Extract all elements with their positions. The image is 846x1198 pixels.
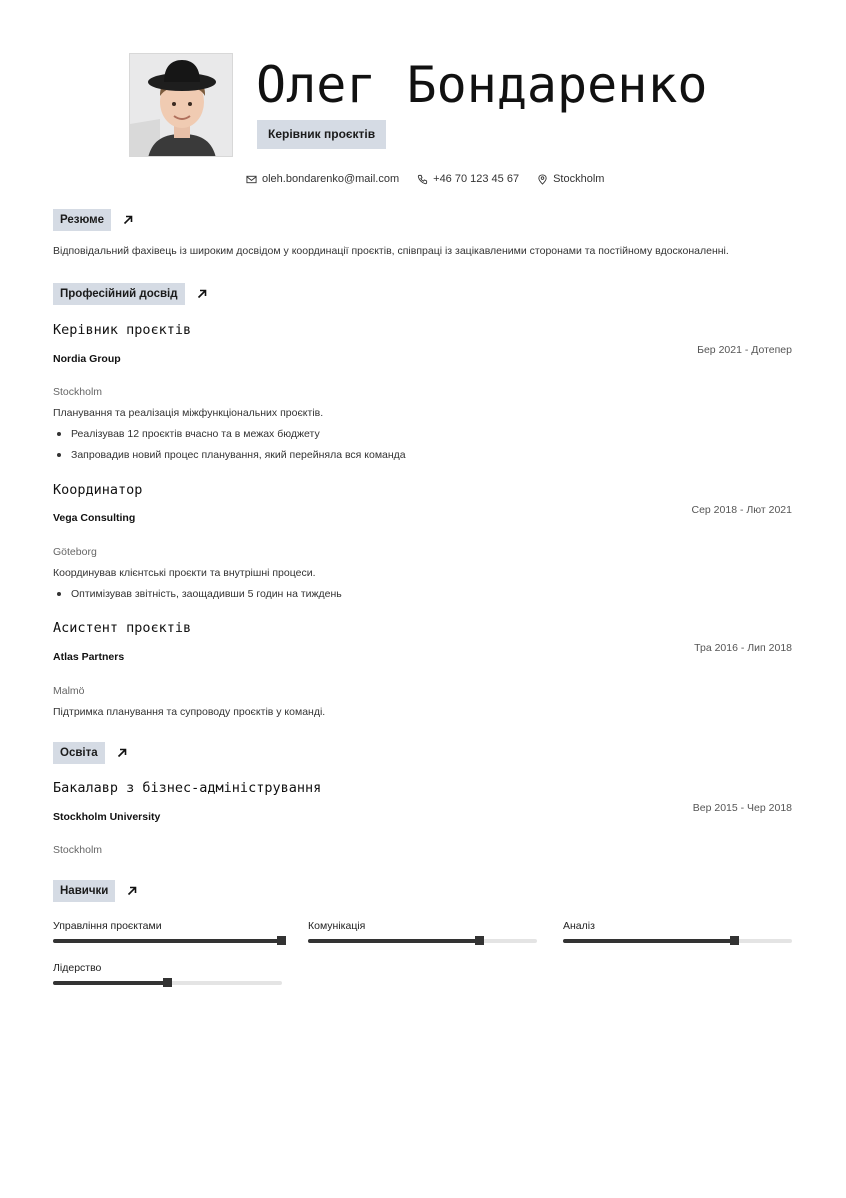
education-location: Stockholm bbox=[53, 844, 103, 856]
skill-level-bar bbox=[563, 939, 792, 943]
section-title: Освіта bbox=[53, 742, 105, 764]
arrow-up-right-icon[interactable] bbox=[126, 885, 138, 897]
job-bullet bbox=[53, 428, 320, 440]
job-dates: Бер 2021 - Дотепер bbox=[697, 344, 792, 356]
job-description: Планування та реалізація міжфункціональних проєктів. bbox=[53, 407, 324, 419]
job-dates: Сер 2018 - Лют 2021 bbox=[691, 504, 792, 516]
degree-title: Бакалавр з бізнес-адміністрування bbox=[53, 780, 322, 796]
bullet-dot bbox=[57, 432, 61, 436]
section-title: Резюме bbox=[53, 209, 111, 231]
phone-icon bbox=[417, 174, 428, 185]
skill-name: Управління проєктами bbox=[53, 920, 162, 932]
arrow-up-right-icon[interactable] bbox=[116, 747, 128, 759]
section-title: Професійний досвід bbox=[53, 283, 185, 305]
skill-level-fill bbox=[53, 981, 168, 985]
skill-name: Комунікація bbox=[308, 920, 366, 932]
contact-location bbox=[537, 173, 604, 185]
bullet-text: Запровадив новий процес планування, який перейняла вся команда bbox=[71, 449, 406, 461]
skill-level-fill bbox=[563, 939, 735, 943]
skill-item bbox=[53, 920, 282, 943]
map-pin-icon bbox=[537, 174, 548, 185]
summary-text: Відповідальний фахівець із широким досвідом у координації проєктів, співпраці із зацікавленими сторонами та постійному вдосконаленні. bbox=[53, 245, 729, 257]
job-bullet bbox=[53, 588, 342, 600]
section-title: Навички bbox=[53, 880, 115, 902]
portrait-image bbox=[130, 54, 233, 157]
school-name: Stockholm University bbox=[53, 811, 161, 823]
contact-phone[interactable] bbox=[417, 173, 519, 185]
bullet-dot bbox=[57, 453, 61, 457]
bullet-text: Оптимізував звітність, заощадивши 5 годин на тиждень bbox=[71, 588, 342, 600]
skill-item bbox=[308, 920, 537, 943]
skill-name: Аналіз bbox=[563, 920, 595, 932]
skill-level-bar bbox=[53, 981, 282, 985]
skill-level-marker bbox=[730, 936, 739, 945]
skill-level-fill bbox=[308, 939, 480, 943]
job-location: Malmö bbox=[53, 685, 85, 697]
job-company: Nordia Group bbox=[53, 353, 121, 365]
job-title: Асистент проєктів bbox=[53, 620, 192, 636]
job-description: Координував клієнтські проєкти та внутрішні процеси. bbox=[53, 567, 316, 579]
skill-level-marker bbox=[163, 978, 172, 987]
role-badge: Керівник проєктів bbox=[257, 120, 386, 149]
skill-name: Лідерство bbox=[53, 962, 102, 974]
skill-level-fill bbox=[53, 939, 282, 943]
section-summary-header bbox=[53, 209, 134, 231]
education-dates: Вер 2015 - Чер 2018 bbox=[692, 802, 792, 814]
candidate-name: Олег Бондаренко bbox=[256, 56, 708, 114]
phone-text: +46 70 123 45 67 bbox=[433, 173, 520, 185]
job-location: Göteborg bbox=[53, 546, 97, 558]
section-experience-header bbox=[53, 283, 208, 305]
skill-level-bar bbox=[53, 939, 282, 943]
job-company: Atlas Partners bbox=[53, 651, 125, 663]
section-skills-header bbox=[53, 880, 138, 902]
skill-level-bar bbox=[308, 939, 537, 943]
job-description: Підтримка планування та супроводу проєктів у команді. bbox=[53, 706, 326, 718]
skill-level-marker bbox=[475, 936, 484, 945]
job-dates: Тра 2016 - Лип 2018 bbox=[694, 642, 792, 654]
section-education-header bbox=[53, 742, 128, 764]
job-bullet bbox=[53, 449, 406, 461]
skill-item bbox=[563, 920, 792, 943]
profile-photo bbox=[129, 53, 233, 157]
location-text: Stockholm bbox=[553, 173, 605, 185]
job-title: Координатор bbox=[53, 482, 143, 498]
job-title: Керівник проєктів bbox=[53, 322, 192, 338]
job-location: Stockholm bbox=[53, 386, 103, 398]
bullet-dot bbox=[57, 592, 61, 596]
mail-icon bbox=[246, 174, 257, 185]
arrow-up-right-icon[interactable] bbox=[122, 214, 134, 226]
contact-bar bbox=[246, 173, 604, 185]
skill-level-marker bbox=[277, 936, 286, 945]
bullet-text: Реалізував 12 проєктів вчасно та в межах бюджету bbox=[71, 428, 320, 440]
contact-email[interactable] bbox=[246, 173, 399, 185]
skill-item bbox=[53, 962, 282, 985]
email-text: oleh.bondarenko@mail.com bbox=[262, 173, 400, 185]
arrow-up-right-icon[interactable] bbox=[196, 288, 208, 300]
job-company: Vega Consulting bbox=[53, 512, 136, 524]
